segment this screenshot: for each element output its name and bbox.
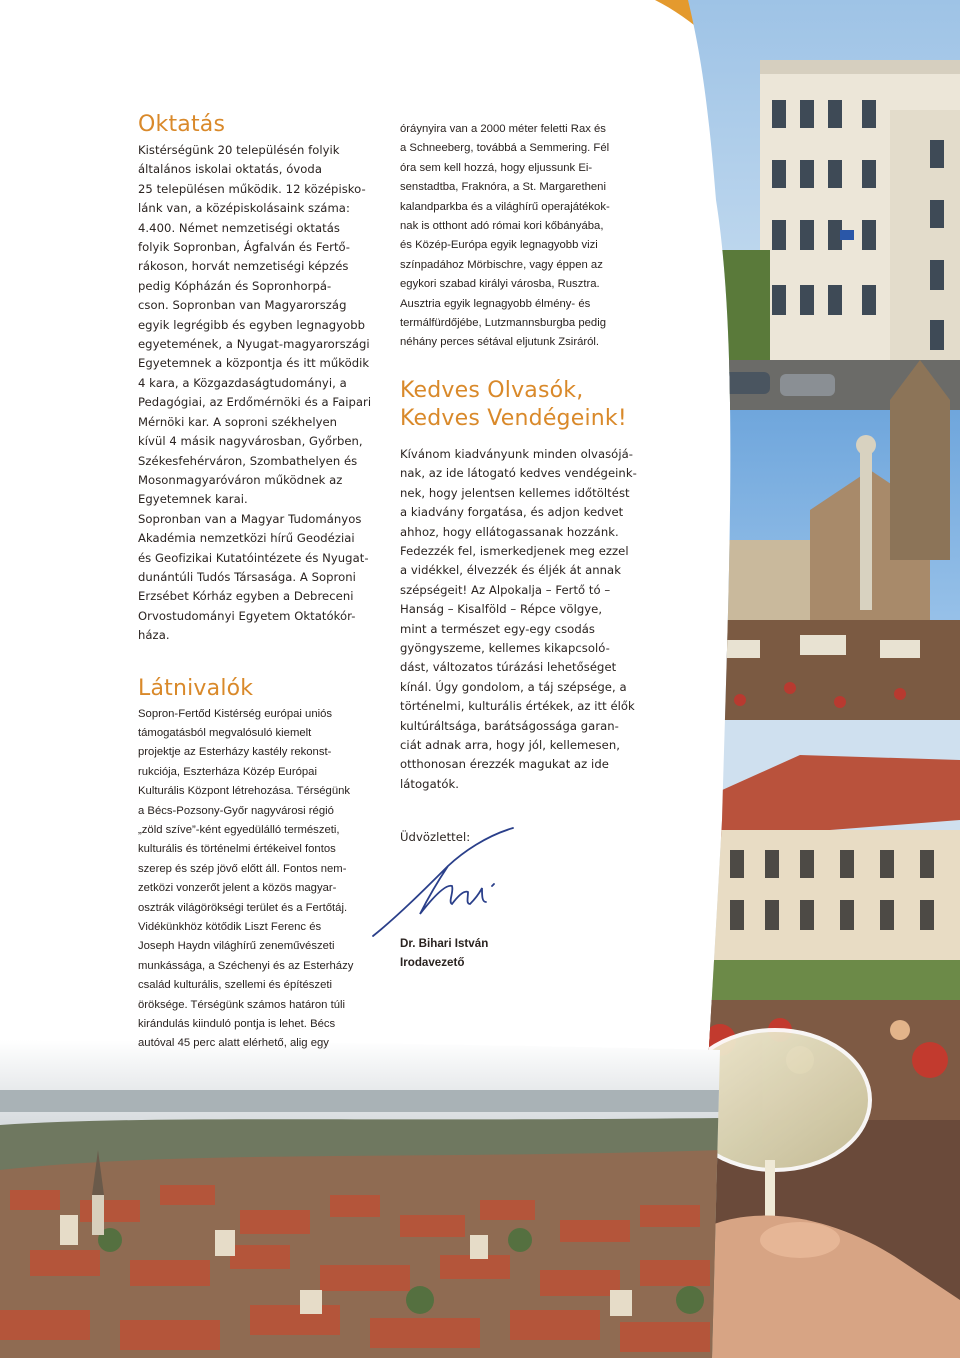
signer-name: Dr. Bihari István Irodavezető [400,937,489,969]
left-text-column [138,112,383,1054]
latnivalok-heading: Látnivalók [138,675,254,701]
kedves-body: Kívánom kiadványunk minden olvasójá- nak, az ide látogató kedves vendégeink- nek, hogy jelentsen kellemes időtöltést a kiadvány forgatása, és adjon kedvet ahhoz, hogy ellátogassanak hozzánk. Fedezzék fel, ismerkedjenek meg ezzel a vidékkel, élvezzék és éljék át annak szépségeit! Az Alpokalja – Fertő tó – Hanság – Kisalföld – Répce völgye, mint a természet egy-egy csodás gyöngyszeme, kellemes kikapcsoló- dást, változatos túrázási lehetőséget kínál. Úgy gondolom, a táj szépsége, a történelmi, kulturális értékek, az itt élők kultúráltsága, barátságossága garan- ciát adnak arra, hogy jól, kellemesen, otthonosan érezzék magukat az ide látogatók. [400,446,637,791]
handwritten-signature [368,826,518,941]
latnivalok-continuation: óráynyira van a 2000 méter feletti Rax és a Schneeberg, továbbá a Semmering. Fél óra sem kell hozzá, hogy eljussunk Ei- senstadtba, Fraknóra, a St. Margaretheni kalandparkba és a világhírű operajátékok- nak is otthont adó római kori kőbányába, és Közép-Európa egyik legnagyobb vizi színpadához Mörbischre, vagy éppen az egykori szabad királyi városba, Rusztra. Ausztria egyik legnagyobb élmény- és termálfürdőjébe, Lutzmannsburgba pedig néhány perces sétával eljutunk Zsiráról. [400,123,610,349]
greeting-text: Üdvözlettel: [400,830,471,845]
middle-text-column [400,120,650,848]
oktatas-body: Kistérségünk 20 településén folyik általános iskolai oktatás, óvoda 25 településen működik. 12 középisko- lánk van, a középiskolásaink száma: 4.400. Német nemzetiségi oktatás folyik Sopronban, Ágfalván és Fertő- rákoson, horvát nemzetiségi képzés pedig Kópházán és Sopronhorpá- cson. Sopronban van Magyarország egyik legrégibb és egyben legnagyobb egyetemének, a Nyugat-magyarországi Egyetemnek a központja és itt működik 4 kara, a Közgazdaságtudományi, a Pedagógiai, az Erdőmérnöki és a Faipari Mérnöki kar. A soproni székhelyen kívül 4 másik nagyvárosban, Győrben, Székesfehérváron, Szombathelyen és Mosonmagyaróváron működnek az Egyetemnek karai. Sopronban van a Magyar Tudományos Akadémia nemzetközi hírű Geodéziai és Geofizikai Kutatóintézete és Nyugat- dunántúli Tudós Társasága. A Soproni Erzsébet Kórház egyben a Debreceni Orvostudományi Egyetem Oktatókór- háza. [138,143,372,643]
latnivalok-body: Sopron-Fertőd Kistérség európai uniós támogatásból megvalósuló kiemelt projektje az Esterházy kastély rekonst- rukciója, Eszterháza Közép Európai Kulturális Központ létrehozása. Térségünk a Bécs-Pozsony-Győr nagyvárosi régió „zöld szíve”-ként egyedülálló természeti, kulturális és történelmi értékeivel fontos szerep és szép jövő előtt áll. Fontos nem- zetközi vonzerőt jelent a közös magyar- osztrák világörökségi terület és a Fertőtáj. Vidékünkhöz kötődik Liszt Ferenc és Joseph Haydn világhírű zeneművészeti munkássága, a Széchenyi és az Esterházy család kulturális, szellemi és építészeti öröksége. Térségünk számos határon túli kirándulás kiinduló pontja is lehet. Bécs autóval 45 perc alatt elérhető, alig egy [138,707,354,1050]
oktatas-heading: Oktatás [138,112,226,137]
kedves-heading: Kedves Olvasók, Kedves Vendégeink! [400,377,627,431]
